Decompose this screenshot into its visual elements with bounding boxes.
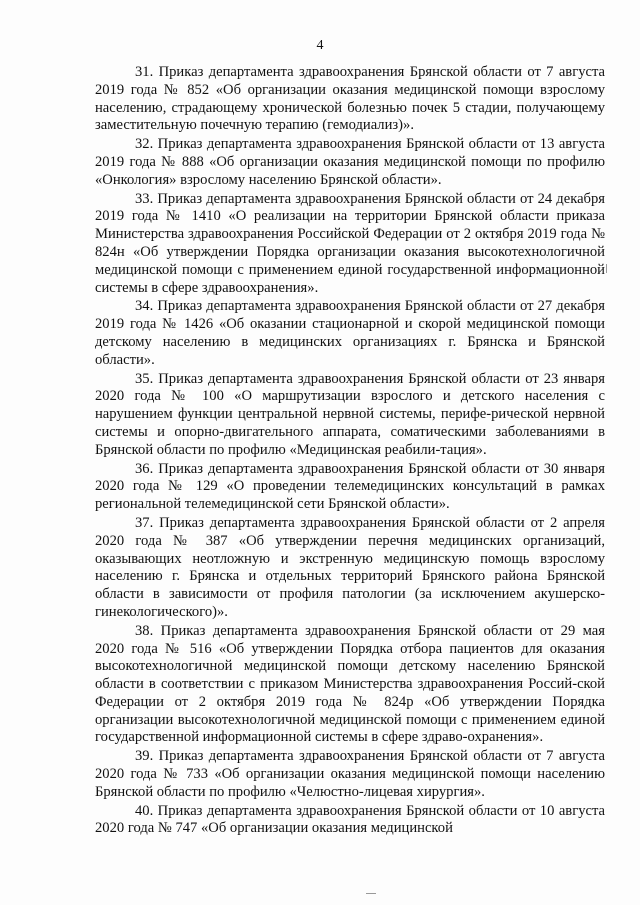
page-number: 4 bbox=[316, 38, 324, 53]
paragraph-31: 31. Приказ департамента здравоохранения Брянской области от 7 августа 2019 года № 852 «Об организации оказания медицинской помощи взрослому населению, страдающему хронической болезнью почек 5 стадии, получающему заместительную почечную терапию (гемодиализ)». bbox=[95, 64, 605, 134]
paragraph-38: 38. Приказ департамента здравоохранения Брянской области от 29 мая 2020 года № 516 «Об утверждении Порядка отбора пациентов для оказания высокотехнологичной медицинской помощи детскому населению Брянской области в соответствии с приказом Министерства здравоохранения Россий-ской Федерации от 2 октября 2019 года № 824р «Об утверждении Порядка организации высокотехнологичной медицинской помощи с применением единой государственной информационной системы в сфере здраво-охранения». bbox=[95, 622, 605, 746]
scan-mark-right bbox=[606, 264, 607, 273]
paragraph-40: 40. Приказ департамента здравоохранения Брянской области от 10 августа 2020 года № 747 «Об организации оказания медицинской bbox=[95, 802, 605, 837]
paragraph-39: 39. Приказ департамента здравоохранения Брянской области от 7 августа 2020 года № 733 «Об организации оказания медицинской помощи населению Брянской области по профилю «Челюстно-лицевая хирургия». bbox=[95, 748, 605, 800]
paragraph-34: 34. Приказ департамента здравоохранения Брянской области от 27 декабря 2019 года № 1426 «Об оказании стационарной и скорой медицинской помощи детскому населению в медицинских организациях г. Брянска и Брянской области». bbox=[95, 298, 605, 368]
paragraph-37: 37. Приказ департамента здравоохранения Брянской области от 2 апреля 2020 года № 387 «Об утверждении перечня медицинских организаций, оказывающих неотложную и экстренную медицинскую помощь взрослому населению г. Брянска и отдельных территорий Брянского района Брянской области в зависимости от профиля патологии (за исключением акушерско-гинекологического)». bbox=[95, 514, 605, 620]
paragraph-33: 33. Приказ департамента здравоохранения Брянской области от 24 декабря 2019 года № 1410 «О реализации на территории Брянской области приказа Министерства здравоохранения Российской Федерации от 2 октября 2019 года № 824н «Об утверждении Порядка организации оказания высокотехнологичной медицинской помощи с применением единой государственной информационной системы в сфере здравоохранения». bbox=[95, 190, 605, 296]
paragraph-32: 32. Приказ департамента здравоохранения Брянской области от 13 августа 2019 года № 888 «Об организации оказания медицинской помощи по профилю «Онкология» взрослому населению Брянской области». bbox=[95, 136, 605, 188]
paragraph-35: 35. Приказ департамента здравоохранения Брянской области от 23 января 2020 года № 100 «О маршрутизации взрослого и детского населения с нарушением функции центральной нервной системы, перифе-рической нервной системы и опорно-двигательного аппарата, соматическими заболеваниями в Брянской области по профилю «Медицинская реабили-тация». bbox=[95, 370, 605, 458]
scan-mark-bottom bbox=[366, 893, 376, 894]
paragraph-36: 36. Приказ департамента здравоохранения Брянской области от 30 января 2020 года № 129 «О проведении телемедицинских консультаций в рамках региональной телемедицинской сети Брянской области». bbox=[95, 460, 605, 513]
document-body bbox=[95, 64, 605, 839]
